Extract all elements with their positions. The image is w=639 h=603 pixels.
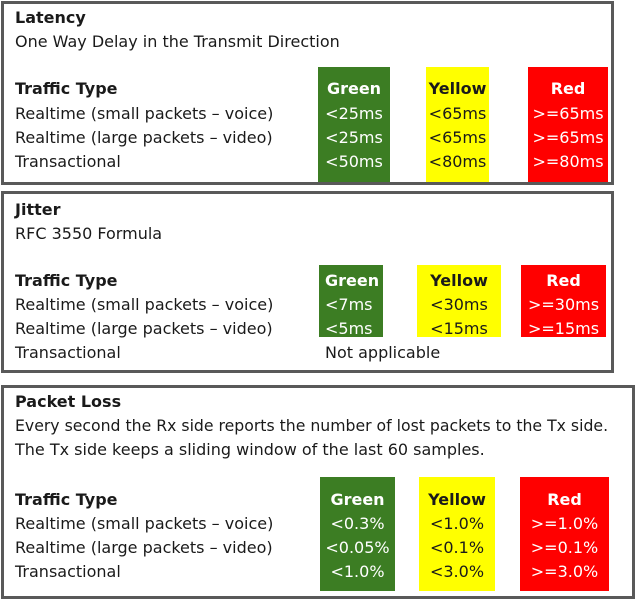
jitter-red-header: Red: [546, 271, 581, 290]
latency-red-value: >=80ms: [532, 152, 604, 171]
packet-loss-red-value: >=0.1%: [530, 538, 599, 557]
latency-red-value: >=65ms: [532, 128, 604, 147]
jitter-subtitle: RFC 3550 Formula: [15, 224, 163, 243]
packet-loss-description: Every second the Rx side reports the number of lost packets to the Tx side.: [15, 416, 609, 435]
latency-green-header: Green: [326, 79, 382, 98]
jitter-green-header: Green: [325, 271, 380, 290]
packet-loss-yellow-header: Yellow: [428, 490, 486, 509]
jitter-yellow-column: [417, 265, 501, 337]
packet-loss-row-label: Realtime (small packets – voice): [15, 514, 274, 533]
packet-loss-title: Packet Loss: [15, 392, 122, 411]
latency-row-label: Realtime (small packets – voice): [15, 104, 274, 123]
latency-panel: [1, 1, 614, 185]
latency-yellow-header: Yellow: [428, 79, 487, 98]
latency-yellow-column: [426, 67, 489, 182]
jitter-not-applicable: Not applicable: [325, 343, 441, 362]
latency-green-column: [318, 67, 390, 182]
packet-loss-yellow-column: [419, 477, 495, 591]
packet-loss-green-value: <1.0%: [330, 562, 385, 581]
latency-green-value: <25ms: [325, 128, 383, 147]
packet-loss-row-label: Transactional: [15, 562, 121, 581]
jitter-row-label: Transactional: [15, 343, 121, 362]
latency-title: Latency: [15, 8, 86, 27]
jitter-title: Jitter: [15, 200, 61, 219]
jitter-green-value: <5ms: [325, 319, 373, 338]
jitter-traffic-type-header: Traffic Type: [15, 271, 118, 290]
latency-yellow-value: <65ms: [428, 128, 487, 147]
jitter-row-label: Realtime (small packets – voice): [15, 295, 274, 314]
packet-loss-red-header: Red: [547, 490, 582, 509]
packet-loss-description: The Tx side keeps a sliding window of the last 60 samples.: [15, 440, 485, 459]
packet-loss-green-header: Green: [330, 490, 385, 509]
latency-row-label: Transactional: [15, 152, 121, 171]
jitter-panel: [1, 191, 614, 373]
latency-red-column: [528, 67, 608, 182]
packet-loss-yellow-value: <0.1%: [429, 538, 485, 557]
latency-red-value: >=65ms: [532, 104, 604, 123]
packet-loss-red-value: >=1.0%: [530, 514, 599, 533]
packet-loss-traffic-type-header: Traffic Type: [15, 490, 118, 509]
packet-loss-row-label: Realtime (large packets – video): [15, 538, 273, 557]
latency-yellow-value: <65ms: [428, 104, 487, 123]
packet-loss-red-value: >=3.0%: [530, 562, 599, 581]
jitter-red-value: >=30ms: [527, 295, 600, 314]
packet-loss-panel: [1, 385, 635, 599]
jitter-red-value: >=15ms: [527, 319, 600, 338]
packet-loss-yellow-value: <1.0%: [429, 514, 485, 533]
latency-subtitle: One Way Delay in the Transmit Direction: [15, 32, 340, 51]
jitter-red-column: [521, 265, 606, 337]
packet-loss-red-column: [520, 477, 609, 591]
latency-traffic-type-header: Traffic Type: [15, 79, 118, 98]
latency-green-value: <50ms: [325, 152, 383, 171]
packet-loss-yellow-value: <3.0%: [429, 562, 485, 581]
packet-loss-green-value: <0.05%: [325, 538, 390, 557]
latency-yellow-value: <80ms: [428, 152, 487, 171]
jitter-yellow-header: Yellow: [430, 271, 488, 290]
jitter-green-column: [319, 265, 383, 337]
packet-loss-green-column: [320, 477, 395, 591]
jitter-green-value: <7ms: [325, 295, 373, 314]
latency-green-value: <25ms: [325, 104, 383, 123]
latency-red-header: Red: [550, 79, 586, 98]
latency-row-label: Realtime (large packets – video): [15, 128, 273, 147]
jitter-yellow-value: <30ms: [430, 295, 488, 314]
jitter-yellow-value: <15ms: [430, 319, 488, 338]
jitter-row-label: Realtime (large packets – video): [15, 319, 273, 338]
packet-loss-green-value: <0.3%: [330, 514, 385, 533]
